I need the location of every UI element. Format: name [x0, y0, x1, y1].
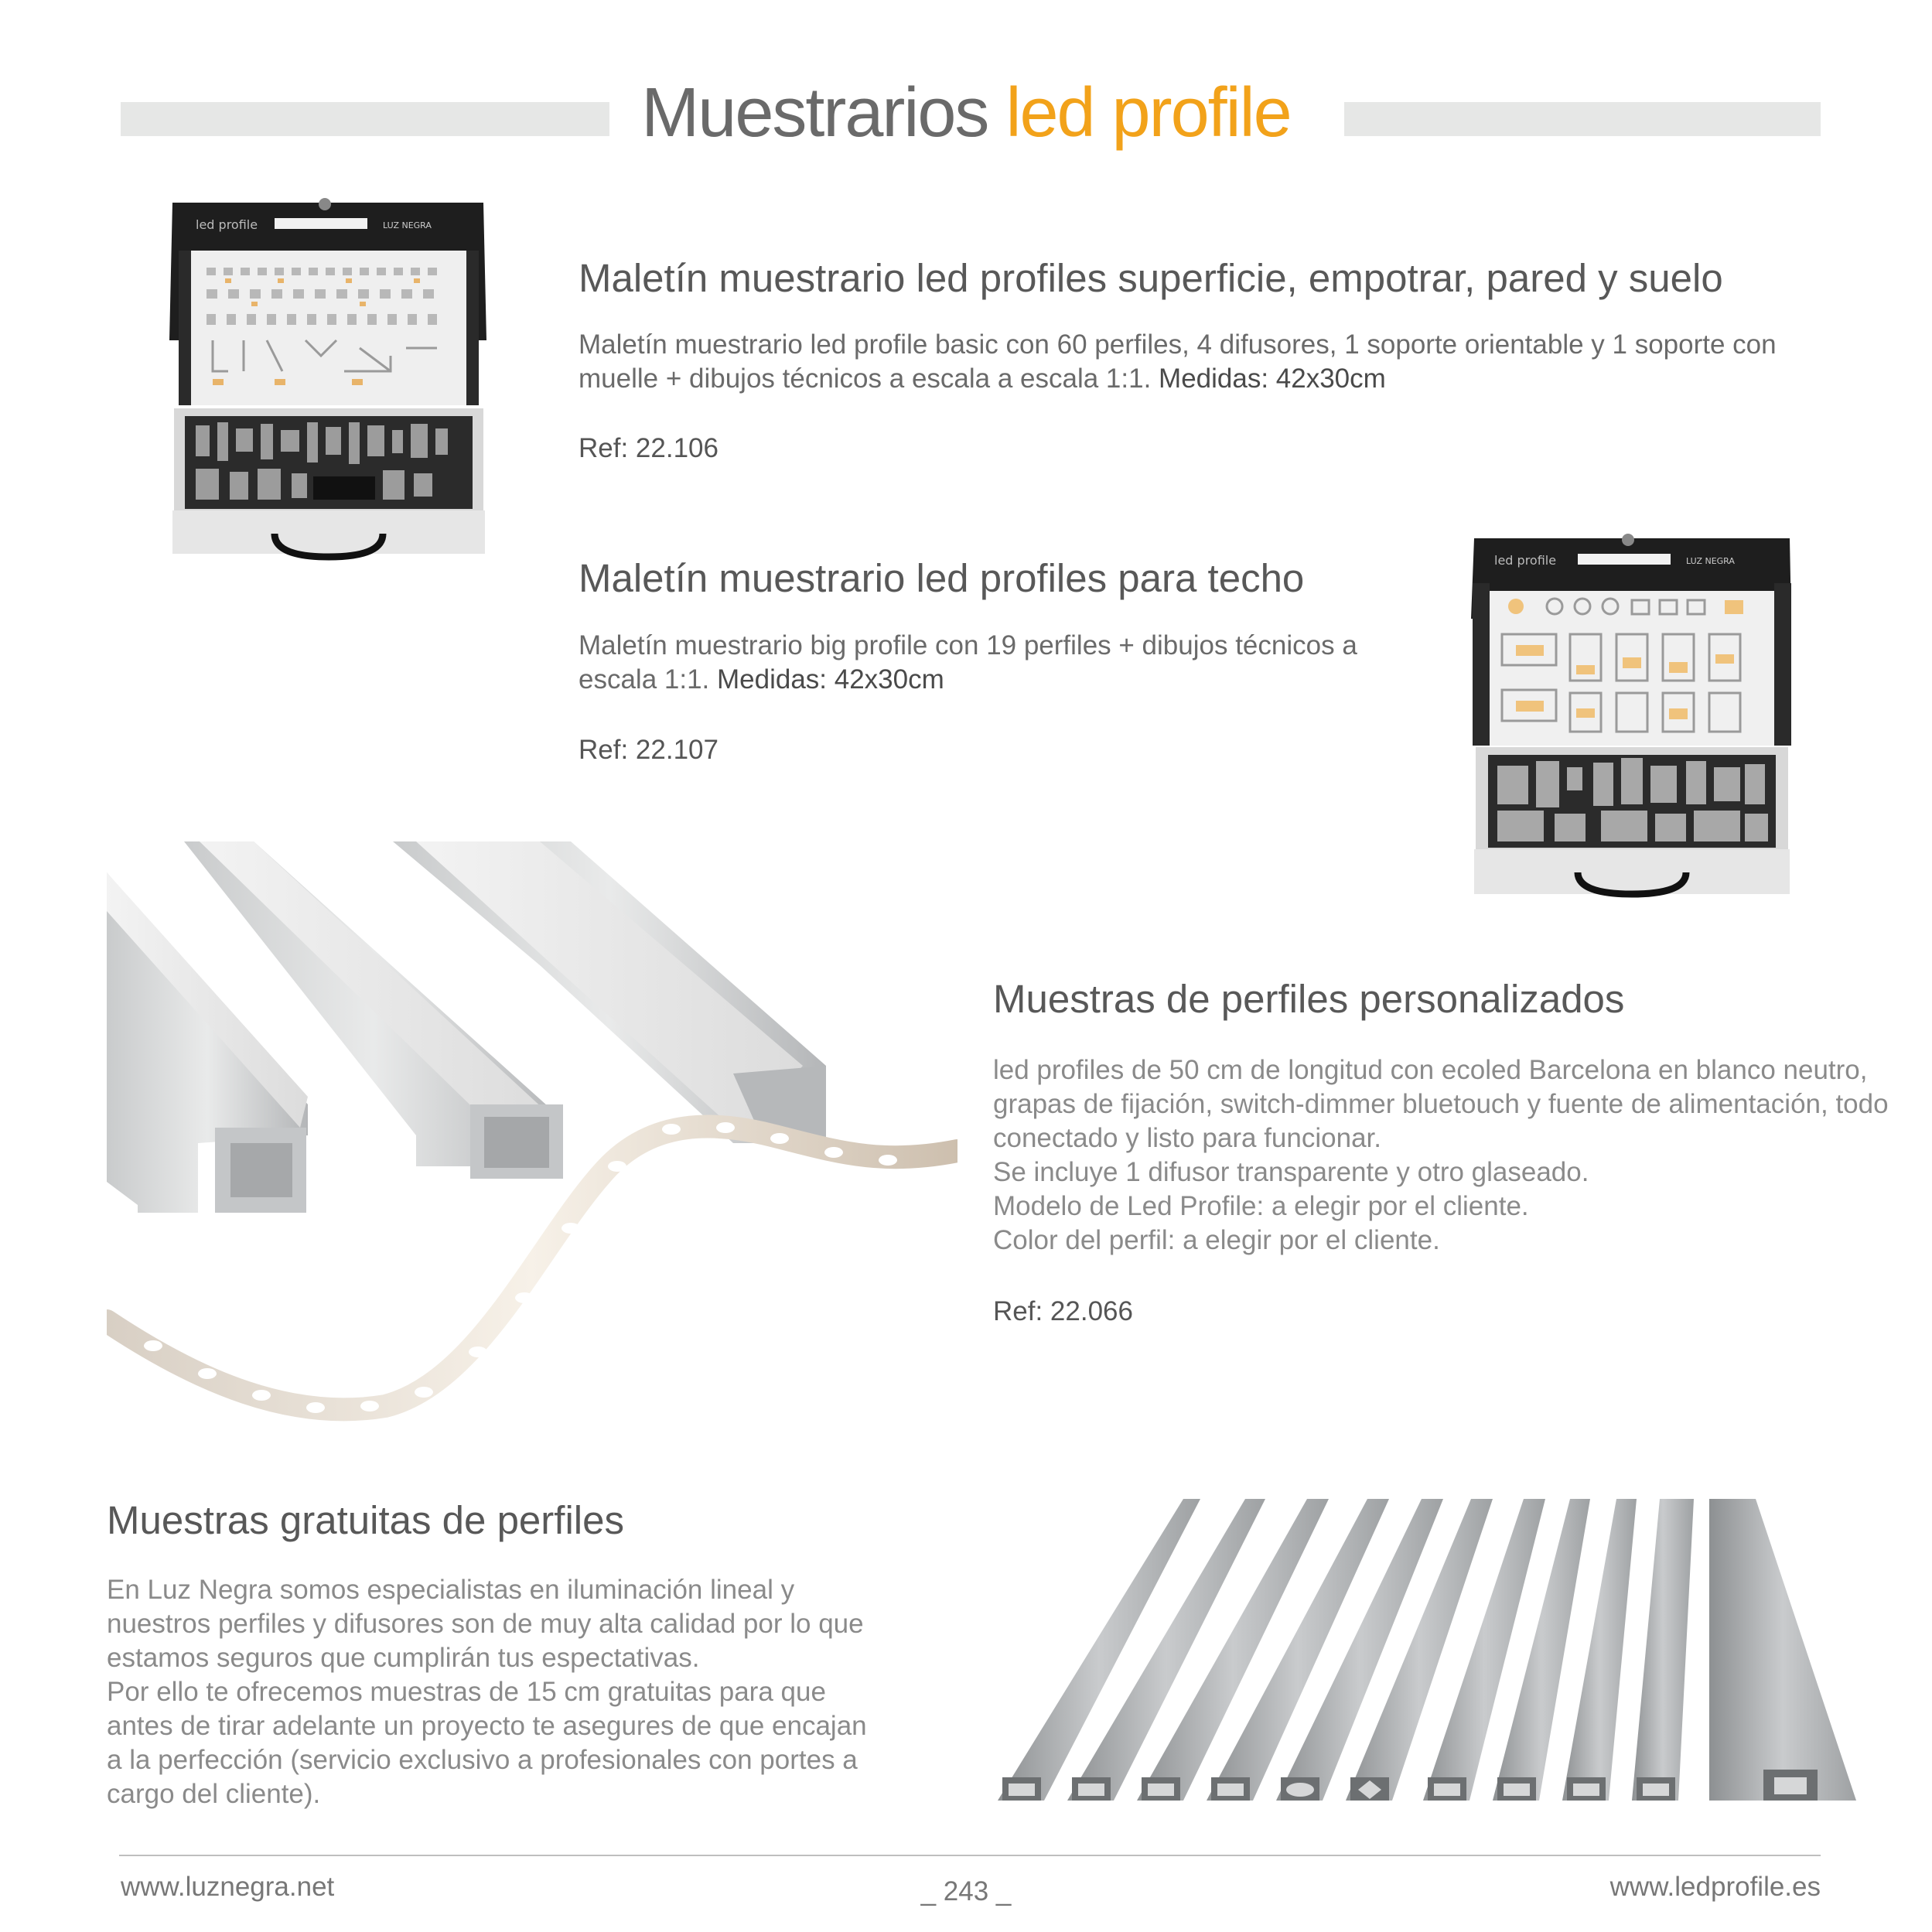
footer-right-link[interactable]: www.ledprofile.es: [1609, 1872, 1821, 1902]
ceiling-case-ref: Ref: 22.107: [579, 735, 719, 765]
page-title: [0, 71, 1932, 155]
profiles-led-strip-image: [107, 841, 957, 1437]
free-samples-line: Por ello te ofrecemos muestras de 15 cm gratuitas para que: [107, 1677, 826, 1707]
custom-samples-line: conectado y listo para funcionar.: [993, 1123, 1381, 1153]
sample-profiles-image: [998, 1499, 1864, 1808]
custom-samples-ref: Ref: 22.066: [993, 1296, 1133, 1326]
page-number: _ 243 _: [920, 1876, 1012, 1906]
ceiling-case-measures: Medidas: 42x30cm: [717, 664, 944, 695]
footer-left-link[interactable]: www.luznegra.net: [121, 1872, 335, 1902]
ceiling-case-description: [579, 629, 1398, 697]
basic-case-ref: Ref: 22.106: [579, 433, 719, 463]
basic-case-image: [159, 193, 499, 565]
ceiling-case-image: [1462, 526, 1802, 900]
custom-samples-heading: Muestras de perfiles personalizados: [993, 977, 1625, 1021]
lid-brand-text: led profile: [196, 217, 258, 232]
ceiling-case-heading: Maletín muestrario led profiles para techo: [579, 556, 1305, 600]
basic-case-heading: Maletín muestrario led profiles superficie, empotrar, pared y suelo: [579, 256, 1723, 300]
title-main: Muestrarios: [641, 74, 988, 152]
basic-case-measures: Medidas: 42x30cm: [1159, 364, 1386, 394]
custom-samples-line: grapas de fijación, switch-dimmer bluetouch y fuente de alimentación, todo: [993, 1089, 1889, 1119]
title-accent: led profile: [1005, 74, 1291, 152]
custom-samples-line: Se incluye 1 difusor transparente y otro glaseado.: [993, 1157, 1589, 1187]
custom-samples-description: [993, 1053, 1906, 1258]
custom-samples-line: led profiles de 50 cm de longitud con ecoled Barcelona en blanco neutro,: [993, 1055, 1868, 1085]
basic-case-desc-text: Maletín muestrario led profile basic con 60 perfiles, 4 difusores, 1 soporte orientable y 1 soporte con muelle + dibujos técnicos a escala a escala 1:1.: [579, 329, 1777, 394]
free-samples-line: nuestros perfiles y difusores son de muy alta calidad por lo que: [107, 1609, 864, 1639]
footer-divider: [119, 1855, 1821, 1856]
ceiling-lid-logo-text: LUZ NEGRA: [1686, 556, 1735, 566]
free-samples-description: [107, 1573, 950, 1811]
custom-samples-line: Color del perfil: a elegir por el cliente.: [993, 1225, 1440, 1255]
basic-case-description: [579, 328, 1831, 396]
free-samples-line: a la perfección (servicio exclusivo a profesionales con portes a: [107, 1745, 858, 1775]
free-samples-line: antes de tirar adelante un proyecto te asegures de que encajan: [107, 1711, 867, 1741]
free-samples-line: cargo del cliente).: [107, 1779, 321, 1809]
lid-logo-text: LUZ NEGRA: [383, 220, 432, 230]
ceiling-lid-brand-text: led profile: [1494, 553, 1557, 568]
free-samples-line: En Luz Negra somos especialistas en iluminación lineal y: [107, 1575, 795, 1605]
free-samples-line: estamos seguros que cumplirán tus espectativas.: [107, 1643, 700, 1673]
free-samples-heading: Muestras gratuitas de perfiles: [107, 1498, 624, 1542]
custom-samples-line: Modelo de Led Profile: a elegir por el cliente.: [993, 1191, 1529, 1221]
ceiling-case-desc-text: Maletín muestrario big profile con 19 perfiles + dibujos técnicos a escala 1:1.: [579, 630, 1357, 695]
